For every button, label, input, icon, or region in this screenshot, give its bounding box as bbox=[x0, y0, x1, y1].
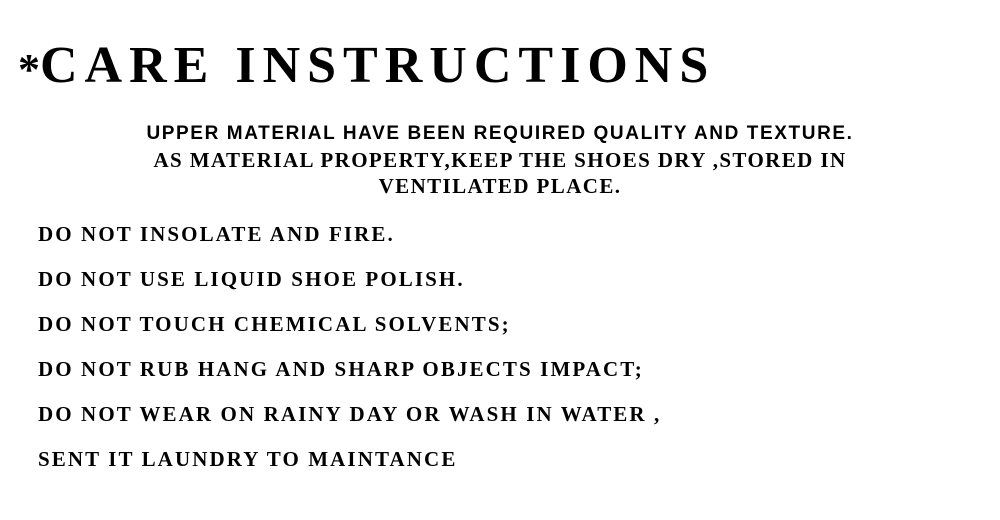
intro-paragraph bbox=[0, 122, 1000, 199]
intro-line-1: UPPER MATERIAL HAVE BEEN REQUIRED QUALITY AND TEXTURE. bbox=[146, 123, 854, 144]
intro-line-2: AS MATERIAL PROPERTY,KEEP THE SHOES DRY ,STORED IN bbox=[153, 147, 847, 172]
page-title bbox=[0, 37, 1000, 94]
list-item: DO NOT USE LIQUID SHOE POLISH. bbox=[38, 267, 465, 291]
list-item: DO NOT RUB HANG AND SHARP OBJECTS IMPACT; bbox=[38, 357, 644, 381]
list-item: DO NOT INSOLATE AND FIRE. bbox=[38, 222, 395, 246]
list-item: DO NOT WEAR ON RAINY DAY OR WASH IN WATER , bbox=[38, 402, 662, 426]
instruction-list bbox=[38, 212, 978, 482]
intro-line-3: VENTILATED PLACE. bbox=[378, 174, 622, 198]
page-title-text: CARE INSTRUCTIONS bbox=[40, 37, 716, 94]
list-item: SENT IT LAUNDRY TO MAINTANCE bbox=[38, 447, 458, 471]
list-item: DO NOT TOUCH CHEMICAL SOLVENTS; bbox=[38, 312, 511, 336]
asterisk-marker: * bbox=[18, 45, 40, 94]
